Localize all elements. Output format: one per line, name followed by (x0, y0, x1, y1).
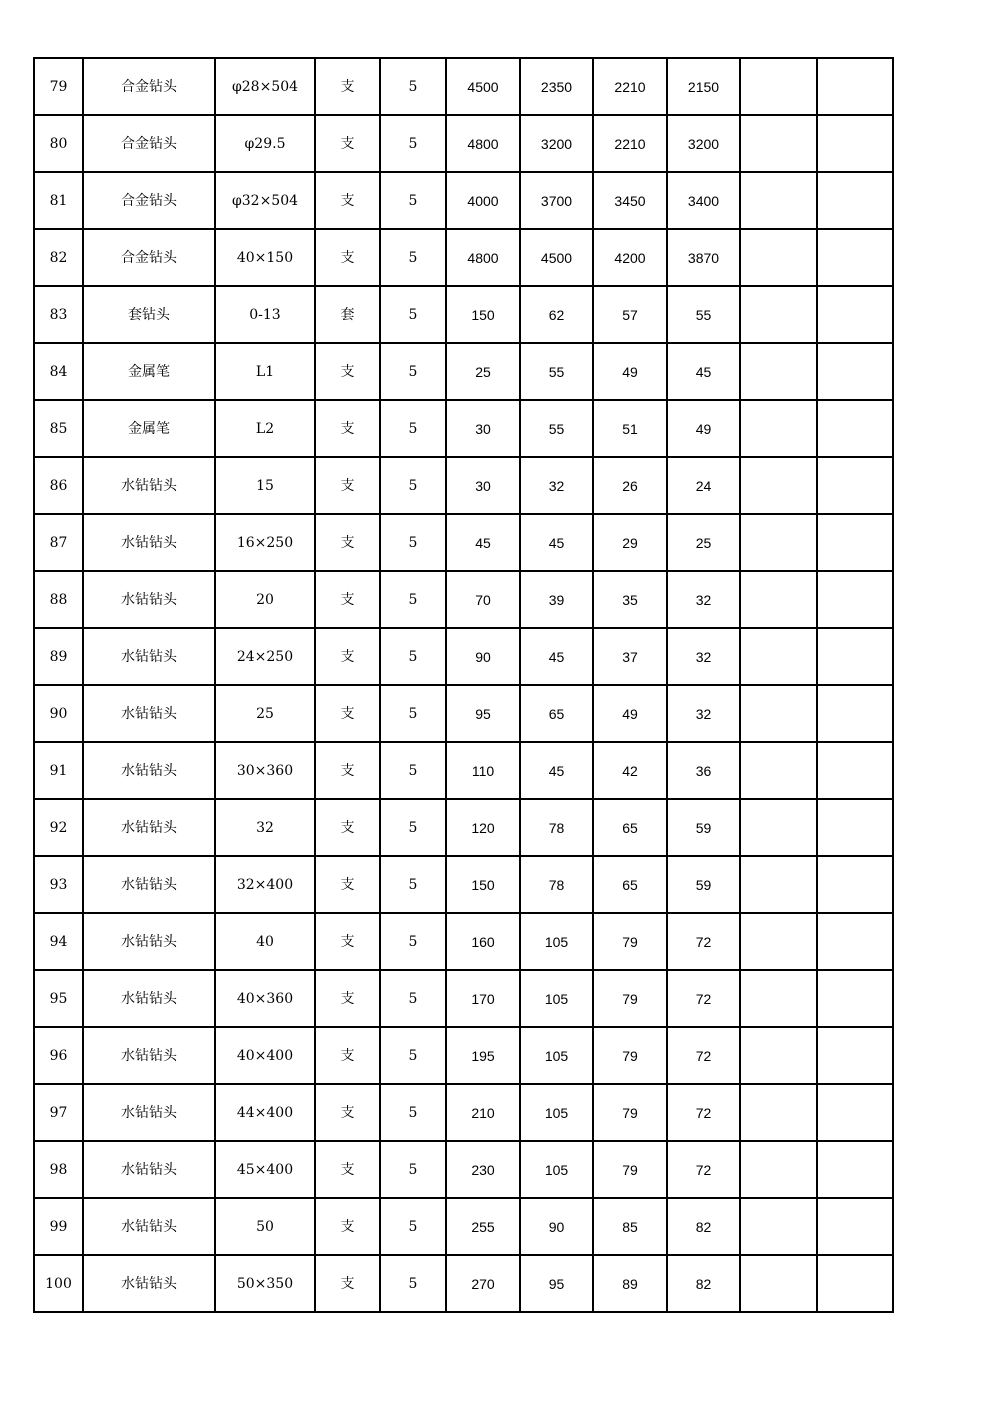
unit-cell: 支 (315, 1198, 380, 1255)
item-name-cell: 水钻钻头 (83, 514, 215, 571)
row-number-cell: 91 (34, 742, 83, 799)
price-2-cell: 62 (520, 286, 593, 343)
table-row (34, 742, 893, 799)
blank-cell-2 (817, 742, 893, 799)
unit-cell: 支 (315, 742, 380, 799)
row-number-cell: 80 (34, 115, 83, 172)
unit-cell: 支 (315, 1141, 380, 1198)
price-1-cell: 255 (446, 1198, 520, 1255)
price-3-cell: 79 (593, 970, 667, 1027)
table-row (34, 1027, 893, 1084)
price-2-cell: 32 (520, 457, 593, 514)
item-name-cell: 水钻钻头 (83, 1084, 215, 1141)
price-1-cell: 195 (446, 1027, 520, 1084)
price-3-cell: 85 (593, 1198, 667, 1255)
price-1-cell: 120 (446, 799, 520, 856)
price-1-cell: 4500 (446, 58, 520, 115)
unit-cell: 支 (315, 856, 380, 913)
blank-cell-1 (740, 856, 817, 913)
price-2-cell: 105 (520, 1084, 593, 1141)
blank-cell-1 (740, 1027, 817, 1084)
quantity-cell: 5 (380, 1198, 446, 1255)
quantity-cell: 5 (380, 457, 446, 514)
row-number-cell: 87 (34, 514, 83, 571)
quantity-cell: 5 (380, 742, 446, 799)
spec-cell: 24×250 (215, 628, 315, 685)
price-2-cell: 105 (520, 1027, 593, 1084)
blank-cell-1 (740, 1198, 817, 1255)
unit-cell: 支 (315, 913, 380, 970)
price-2-cell: 78 (520, 856, 593, 913)
unit-cell: 支 (315, 400, 380, 457)
row-number-cell: 99 (34, 1198, 83, 1255)
price-4-cell: 72 (667, 970, 740, 1027)
spec-cell: 16×250 (215, 514, 315, 571)
table-row (34, 571, 893, 628)
spec-cell: φ29.5 (215, 115, 315, 172)
price-3-cell: 51 (593, 400, 667, 457)
price-2-cell: 90 (520, 1198, 593, 1255)
table-row (34, 1255, 893, 1312)
item-name-cell: 水钻钻头 (83, 799, 215, 856)
price-3-cell: 2210 (593, 115, 667, 172)
price-4-cell: 36 (667, 742, 740, 799)
price-4-cell: 59 (667, 799, 740, 856)
price-3-cell: 2210 (593, 58, 667, 115)
blank-cell-2 (817, 1084, 893, 1141)
blank-cell-1 (740, 913, 817, 970)
quantity-cell: 5 (380, 286, 446, 343)
price-1-cell: 30 (446, 400, 520, 457)
price-2-cell: 78 (520, 799, 593, 856)
price-3-cell: 89 (593, 1255, 667, 1312)
price-1-cell: 45 (446, 514, 520, 571)
price-3-cell: 4200 (593, 229, 667, 286)
blank-cell-2 (817, 1141, 893, 1198)
blank-cell-1 (740, 286, 817, 343)
unit-cell: 支 (315, 628, 380, 685)
spec-cell: 0-13 (215, 286, 315, 343)
unit-cell: 支 (315, 457, 380, 514)
unit-cell: 支 (315, 1255, 380, 1312)
blank-cell-1 (740, 343, 817, 400)
blank-cell-1 (740, 1084, 817, 1141)
price-4-cell: 25 (667, 514, 740, 571)
price-4-cell: 3870 (667, 229, 740, 286)
row-number-cell: 86 (34, 457, 83, 514)
blank-cell-2 (817, 58, 893, 115)
quantity-cell: 5 (380, 229, 446, 286)
quantity-cell: 5 (380, 685, 446, 742)
unit-cell: 支 (315, 799, 380, 856)
blank-cell-2 (817, 571, 893, 628)
unit-cell: 支 (315, 115, 380, 172)
blank-cell-1 (740, 229, 817, 286)
row-number-cell: 79 (34, 58, 83, 115)
spec-cell: L2 (215, 400, 315, 457)
price-4-cell: 3400 (667, 172, 740, 229)
quantity-cell: 5 (380, 172, 446, 229)
item-name-cell: 水钻钻头 (83, 856, 215, 913)
blank-cell-2 (817, 913, 893, 970)
blank-cell-1 (740, 457, 817, 514)
price-3-cell: 49 (593, 343, 667, 400)
table-row (34, 628, 893, 685)
price-3-cell: 37 (593, 628, 667, 685)
table-row (34, 457, 893, 514)
price-3-cell: 29 (593, 514, 667, 571)
price-4-cell: 82 (667, 1198, 740, 1255)
price-4-cell: 59 (667, 856, 740, 913)
table-row (34, 400, 893, 457)
price-2-cell: 45 (520, 514, 593, 571)
blank-cell-1 (740, 685, 817, 742)
blank-cell-1 (740, 514, 817, 571)
item-name-cell: 水钻钻头 (83, 1255, 215, 1312)
price-4-cell: 82 (667, 1255, 740, 1312)
price-2-cell: 95 (520, 1255, 593, 1312)
price-2-cell: 65 (520, 685, 593, 742)
unit-cell: 支 (315, 970, 380, 1027)
price-1-cell: 70 (446, 571, 520, 628)
quantity-cell: 5 (380, 799, 446, 856)
table-row (34, 229, 893, 286)
price-2-cell: 2350 (520, 58, 593, 115)
spec-cell: 50 (215, 1198, 315, 1255)
unit-cell: 支 (315, 571, 380, 628)
blank-cell-1 (740, 115, 817, 172)
row-number-cell: 94 (34, 913, 83, 970)
blank-cell-2 (817, 856, 893, 913)
spec-cell: 15 (215, 457, 315, 514)
price-4-cell: 72 (667, 1084, 740, 1141)
row-number-cell: 88 (34, 571, 83, 628)
blank-cell-2 (817, 1198, 893, 1255)
blank-cell-2 (817, 685, 893, 742)
price-1-cell: 4800 (446, 115, 520, 172)
blank-cell-2 (817, 457, 893, 514)
unit-cell: 支 (315, 229, 380, 286)
table-row (34, 799, 893, 856)
table-row (34, 685, 893, 742)
spec-cell: 32 (215, 799, 315, 856)
spec-cell: 25 (215, 685, 315, 742)
item-name-cell: 套钻头 (83, 286, 215, 343)
item-name-cell: 水钻钻头 (83, 913, 215, 970)
item-name-cell: 水钻钻头 (83, 1198, 215, 1255)
spec-cell: φ32×504 (215, 172, 315, 229)
quantity-cell: 5 (380, 628, 446, 685)
blank-cell-1 (740, 58, 817, 115)
price-1-cell: 210 (446, 1084, 520, 1141)
row-number-cell: 83 (34, 286, 83, 343)
spec-cell: 44×400 (215, 1084, 315, 1141)
spec-cell: 50×350 (215, 1255, 315, 1312)
price-3-cell: 35 (593, 571, 667, 628)
quantity-cell: 5 (380, 913, 446, 970)
row-number-cell: 81 (34, 172, 83, 229)
blank-cell-2 (817, 172, 893, 229)
price-2-cell: 105 (520, 913, 593, 970)
table-row (34, 1084, 893, 1141)
price-3-cell: 26 (593, 457, 667, 514)
price-1-cell: 4000 (446, 172, 520, 229)
price-3-cell: 65 (593, 799, 667, 856)
unit-cell: 支 (315, 1084, 380, 1141)
item-name-cell: 合金钻头 (83, 172, 215, 229)
price-4-cell: 72 (667, 1027, 740, 1084)
table-row (34, 1198, 893, 1255)
row-number-cell: 90 (34, 685, 83, 742)
quantity-cell: 5 (380, 571, 446, 628)
price-4-cell: 32 (667, 628, 740, 685)
quantity-cell: 5 (380, 115, 446, 172)
table-row (34, 970, 893, 1027)
row-number-cell: 84 (34, 343, 83, 400)
item-name-cell: 合金钻头 (83, 229, 215, 286)
item-name-cell: 水钻钻头 (83, 1027, 215, 1084)
spec-cell: 40×150 (215, 229, 315, 286)
table-body (34, 58, 893, 1312)
price-3-cell: 79 (593, 1084, 667, 1141)
quantity-cell: 5 (380, 400, 446, 457)
price-4-cell: 72 (667, 1141, 740, 1198)
price-2-cell: 105 (520, 970, 593, 1027)
price-1-cell: 90 (446, 628, 520, 685)
price-3-cell: 42 (593, 742, 667, 799)
row-number-cell: 92 (34, 799, 83, 856)
price-2-cell: 4500 (520, 229, 593, 286)
item-name-cell: 合金钻头 (83, 115, 215, 172)
blank-cell-2 (817, 628, 893, 685)
price-1-cell: 30 (446, 457, 520, 514)
price-2-cell: 3700 (520, 172, 593, 229)
price-2-cell: 55 (520, 400, 593, 457)
blank-cell-1 (740, 571, 817, 628)
item-name-cell: 金属笔 (83, 400, 215, 457)
blank-cell-2 (817, 799, 893, 856)
price-3-cell: 49 (593, 685, 667, 742)
blank-cell-1 (740, 628, 817, 685)
quantity-cell: 5 (380, 1255, 446, 1312)
quantity-cell: 5 (380, 1141, 446, 1198)
price-1-cell: 270 (446, 1255, 520, 1312)
row-number-cell: 98 (34, 1141, 83, 1198)
blank-cell-2 (817, 400, 893, 457)
price-4-cell: 45 (667, 343, 740, 400)
price-1-cell: 110 (446, 742, 520, 799)
blank-cell-2 (817, 229, 893, 286)
table-row (34, 286, 893, 343)
price-3-cell: 65 (593, 856, 667, 913)
spec-cell: 32×400 (215, 856, 315, 913)
price-4-cell: 49 (667, 400, 740, 457)
row-number-cell: 93 (34, 856, 83, 913)
price-2-cell: 45 (520, 628, 593, 685)
row-number-cell: 85 (34, 400, 83, 457)
quantity-cell: 5 (380, 514, 446, 571)
spec-cell: 40×400 (215, 1027, 315, 1084)
row-number-cell: 96 (34, 1027, 83, 1084)
blank-cell-1 (740, 1141, 817, 1198)
row-number-cell: 95 (34, 970, 83, 1027)
blank-cell-1 (740, 172, 817, 229)
quantity-cell: 5 (380, 1027, 446, 1084)
price-1-cell: 95 (446, 685, 520, 742)
quantity-cell: 5 (380, 58, 446, 115)
price-4-cell: 3200 (667, 115, 740, 172)
price-2-cell: 55 (520, 343, 593, 400)
spec-cell: L1 (215, 343, 315, 400)
row-number-cell: 82 (34, 229, 83, 286)
price-3-cell: 79 (593, 1027, 667, 1084)
item-name-cell: 水钻钻头 (83, 970, 215, 1027)
unit-cell: 支 (315, 343, 380, 400)
item-name-cell: 水钻钻头 (83, 685, 215, 742)
price-table (33, 57, 894, 1313)
row-number-cell: 100 (34, 1255, 83, 1312)
item-name-cell: 水钻钻头 (83, 742, 215, 799)
item-name-cell: 合金钻头 (83, 58, 215, 115)
unit-cell: 支 (315, 172, 380, 229)
blank-cell-1 (740, 400, 817, 457)
spec-cell: 45×400 (215, 1141, 315, 1198)
unit-cell: 支 (315, 1027, 380, 1084)
price-4-cell: 32 (667, 685, 740, 742)
quantity-cell: 5 (380, 1084, 446, 1141)
price-2-cell: 3200 (520, 115, 593, 172)
price-4-cell: 32 (667, 571, 740, 628)
item-name-cell: 水钻钻头 (83, 628, 215, 685)
price-2-cell: 39 (520, 571, 593, 628)
price-1-cell: 25 (446, 343, 520, 400)
blank-cell-2 (817, 286, 893, 343)
table-row (34, 172, 893, 229)
table-row (34, 856, 893, 913)
blank-cell-2 (817, 514, 893, 571)
spec-cell: 40 (215, 913, 315, 970)
price-4-cell: 55 (667, 286, 740, 343)
spec-cell: 30×360 (215, 742, 315, 799)
price-4-cell: 24 (667, 457, 740, 514)
unit-cell: 支 (315, 685, 380, 742)
blank-cell-2 (817, 970, 893, 1027)
blank-cell-1 (740, 799, 817, 856)
price-1-cell: 150 (446, 856, 520, 913)
spec-cell: φ28×504 (215, 58, 315, 115)
unit-cell: 支 (315, 514, 380, 571)
spec-cell: 20 (215, 571, 315, 628)
blank-cell-2 (817, 343, 893, 400)
row-number-cell: 89 (34, 628, 83, 685)
spec-cell: 40×360 (215, 970, 315, 1027)
item-name-cell: 水钻钻头 (83, 571, 215, 628)
blank-cell-2 (817, 1255, 893, 1312)
price-1-cell: 150 (446, 286, 520, 343)
blank-cell-1 (740, 1255, 817, 1312)
table-row (34, 58, 893, 115)
price-3-cell: 79 (593, 913, 667, 970)
blank-cell-2 (817, 115, 893, 172)
price-1-cell: 170 (446, 970, 520, 1027)
price-3-cell: 79 (593, 1141, 667, 1198)
quantity-cell: 5 (380, 343, 446, 400)
table-row (34, 514, 893, 571)
price-4-cell: 2150 (667, 58, 740, 115)
blank-cell-1 (740, 742, 817, 799)
price-1-cell: 230 (446, 1141, 520, 1198)
price-2-cell: 105 (520, 1141, 593, 1198)
table-row (34, 343, 893, 400)
item-name-cell: 水钻钻头 (83, 457, 215, 514)
quantity-cell: 5 (380, 856, 446, 913)
price-1-cell: 160 (446, 913, 520, 970)
unit-cell: 支 (315, 58, 380, 115)
item-name-cell: 金属笔 (83, 343, 215, 400)
table-row (34, 913, 893, 970)
quantity-cell: 5 (380, 970, 446, 1027)
table-row (34, 1141, 893, 1198)
blank-cell-1 (740, 970, 817, 1027)
price-4-cell: 72 (667, 913, 740, 970)
price-1-cell: 4800 (446, 229, 520, 286)
price-3-cell: 3450 (593, 172, 667, 229)
price-3-cell: 57 (593, 286, 667, 343)
table-row (34, 115, 893, 172)
row-number-cell: 97 (34, 1084, 83, 1141)
blank-cell-2 (817, 1027, 893, 1084)
item-name-cell: 水钻钻头 (83, 1141, 215, 1198)
price-2-cell: 45 (520, 742, 593, 799)
unit-cell: 套 (315, 286, 380, 343)
